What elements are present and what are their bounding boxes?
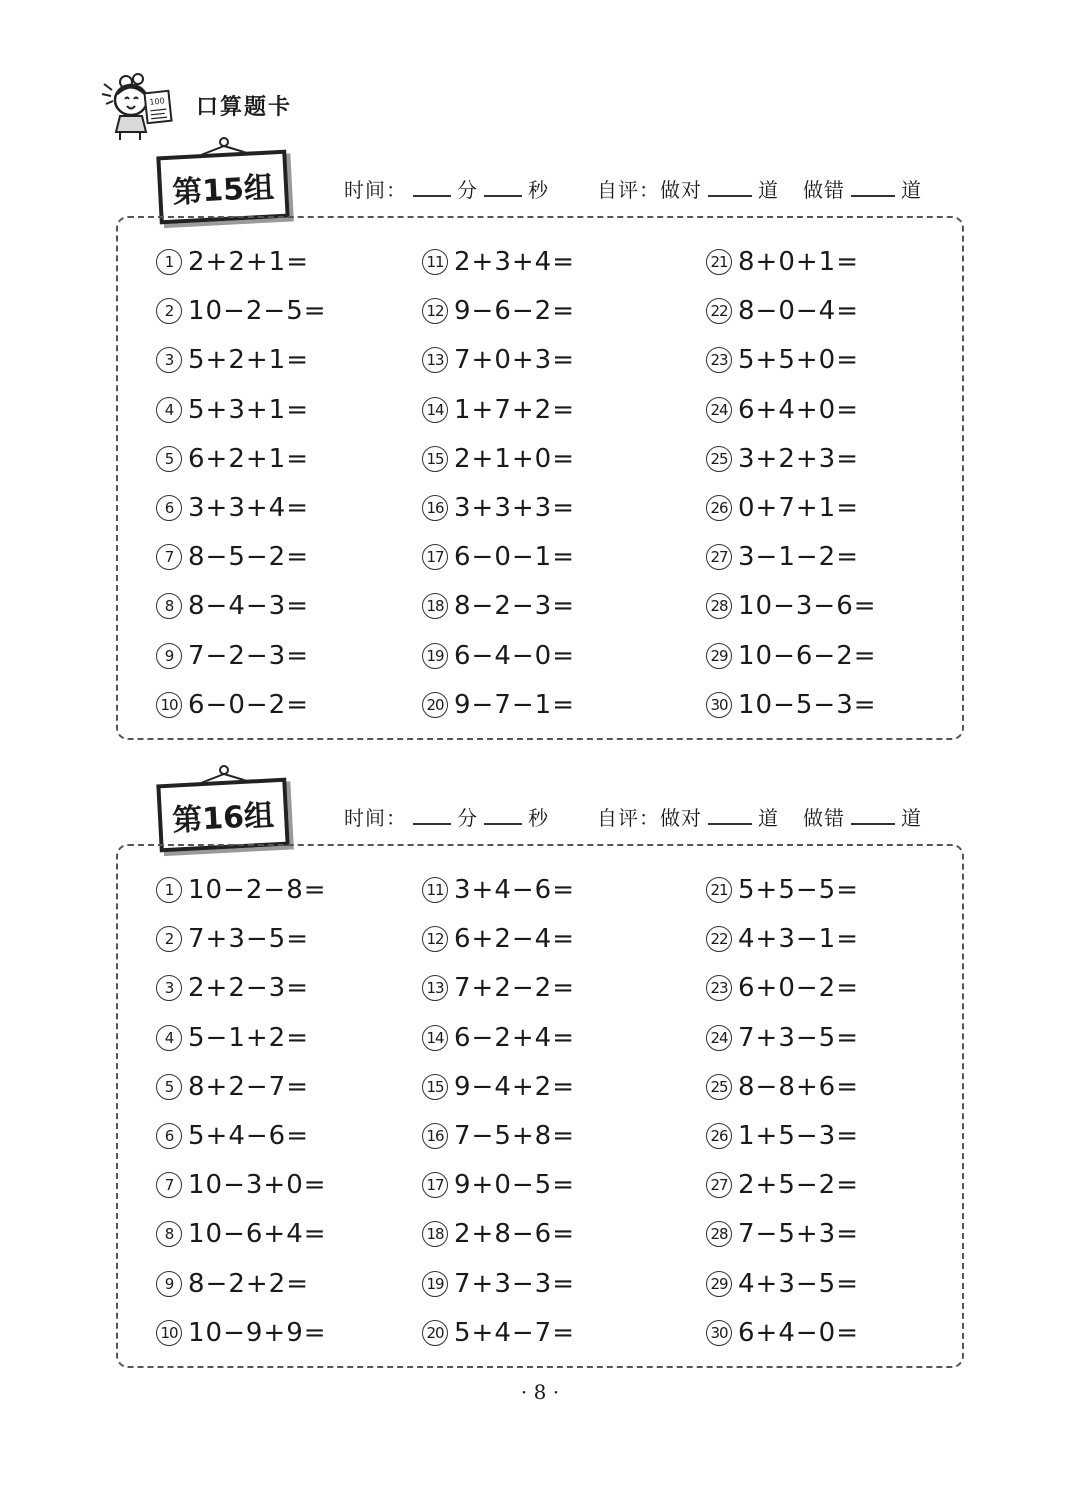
exercise-item <box>156 1267 309 1301</box>
exercise-expression: 3+4−6= <box>454 875 575 905</box>
exercise-number: 10 <box>156 1320 182 1346</box>
exercise-number: 7 <box>156 1172 182 1198</box>
correct-count-blank[interactable] <box>708 805 752 825</box>
exercise-expression: 10−3−6= <box>738 591 877 622</box>
exercise-item <box>156 442 309 476</box>
exercise-item <box>706 639 877 673</box>
exercise-item <box>422 873 575 907</box>
exercise-number: 17 <box>422 544 448 570</box>
exercise-number: 9 <box>156 643 182 669</box>
exercise-item <box>156 922 309 956</box>
exercise-expression: 1+5−3= <box>738 1121 859 1151</box>
exercise-number: 25 <box>706 1074 732 1100</box>
exercise-number: 3 <box>156 347 182 373</box>
exercise-number: 20 <box>422 1320 448 1346</box>
exercise-item <box>422 1168 575 1202</box>
exercise-number: 24 <box>706 397 732 423</box>
wrong-count-blank[interactable] <box>851 805 895 825</box>
exercise-number: 16 <box>422 495 448 521</box>
exercise-item <box>156 1070 309 1104</box>
exercise-item <box>706 1316 859 1350</box>
exercise-expression: 6+4−0= <box>738 1317 859 1348</box>
minutes-blank[interactable] <box>413 805 451 825</box>
exercise-item <box>156 1119 309 1153</box>
exercise-expression: 1+7+2= <box>454 394 575 425</box>
exercise-expression: 5+4−6= <box>188 1121 309 1151</box>
exercise-expression: 6−0−2= <box>188 689 309 720</box>
exercise-expression: 7−5+8= <box>454 1121 575 1151</box>
exercise-item <box>706 343 859 377</box>
exercise-expression: 10−2−8= <box>188 875 327 905</box>
exercise-expression: 5−1+2= <box>188 1022 309 1053</box>
minute-unit: 分 <box>457 806 478 830</box>
second-unit: 秒 <box>528 178 549 202</box>
group-title: 第15组 <box>171 170 275 211</box>
exercise-item <box>706 1217 859 1251</box>
exercise-expression: 2+2+1= <box>188 247 309 277</box>
exercise-expression: 8−0−4= <box>738 296 859 327</box>
exercise-number: 3 <box>156 975 182 1001</box>
exercise-number: 28 <box>706 593 732 619</box>
exercise-item <box>422 589 575 623</box>
exercise-expression: 2+2−3= <box>188 973 309 1004</box>
seconds-blank[interactable] <box>484 177 522 197</box>
exercise-number: 15 <box>422 1074 448 1100</box>
exercise-item <box>422 688 575 722</box>
exercise-number: 10 <box>156 692 182 718</box>
exercise-item <box>706 442 859 476</box>
exercise-expression: 5+5+0= <box>738 345 859 376</box>
exercise-number: 5 <box>156 1074 182 1100</box>
exercise-number: 20 <box>422 692 448 718</box>
exercise-expression: 7+3−3= <box>454 1268 575 1299</box>
wrong-label: 做错 <box>803 806 845 830</box>
exercise-number: 24 <box>706 1025 732 1051</box>
time-label: 时间： <box>344 178 407 202</box>
exercise-number: 27 <box>706 544 732 570</box>
exercise-number: 19 <box>422 1271 448 1297</box>
seconds-blank[interactable] <box>484 805 522 825</box>
exercise-item <box>422 442 575 476</box>
exercise-number: 22 <box>706 298 732 324</box>
exercise-number: 5 <box>156 446 182 472</box>
exercise-number: 27 <box>706 1172 732 1198</box>
exercise-expression: 6+2+1= <box>188 443 309 474</box>
wrong-label: 做错 <box>803 178 845 202</box>
exercise-item <box>156 1021 309 1055</box>
exercise-item <box>156 639 309 673</box>
exercise-expression: 5+4−7= <box>454 1317 575 1348</box>
wrong-unit: 道 <box>901 806 922 830</box>
exercise-number: 11 <box>422 249 448 275</box>
exercise-expression: 9−6−2= <box>454 296 575 327</box>
score-header <box>344 802 922 831</box>
exercise-number: 15 <box>422 446 448 472</box>
exercise-expression: 9−7−1= <box>454 689 575 720</box>
exercise-item <box>706 873 859 907</box>
correct-unit: 道 <box>758 806 779 830</box>
exercise-item <box>156 971 309 1005</box>
exercise-number: 29 <box>706 643 732 669</box>
group-title: 第16组 <box>171 798 275 839</box>
exercise-item <box>156 873 327 907</box>
exercise-expression: 8+0+1= <box>738 247 859 277</box>
exercise-item <box>706 245 859 279</box>
exercise-item <box>706 1021 859 1055</box>
exercise-number: 18 <box>422 1221 448 1247</box>
exercise-expression: 7+2−2= <box>454 973 575 1004</box>
exercise-expression: 8−5−2= <box>188 542 309 573</box>
exercise-expression: 7+3−5= <box>188 924 309 955</box>
time-label: 时间： <box>344 806 407 830</box>
exercise-item <box>156 1168 327 1202</box>
exercise-number: 8 <box>156 593 182 619</box>
exercise-item <box>422 491 575 525</box>
exercise-item <box>422 343 575 377</box>
exercise-item <box>422 1070 575 1104</box>
exercise-number: 30 <box>706 1320 732 1346</box>
second-unit: 秒 <box>528 806 549 830</box>
exercise-expression: 3+3+3= <box>454 493 575 523</box>
minutes-blank[interactable] <box>413 177 451 197</box>
page-number: · 8 · <box>520 1380 560 1404</box>
exercise-number: 29 <box>706 1271 732 1297</box>
exercise-expression: 7−5+3= <box>738 1219 859 1250</box>
exercise-item <box>156 1316 327 1350</box>
exercise-item <box>156 589 309 623</box>
exercise-number: 2 <box>156 298 182 324</box>
exercise-item <box>156 343 309 377</box>
exercise-expression: 2+1+0= <box>454 443 575 474</box>
exercise-number: 13 <box>422 347 448 373</box>
exercise-expression: 9+0−5= <box>454 1170 575 1201</box>
exercise-expression: 6−0−1= <box>454 542 575 573</box>
exercise-expression: 3+2+3= <box>738 443 859 474</box>
exercise-number: 2 <box>156 926 182 952</box>
exercise-number: 26 <box>706 1123 732 1149</box>
exercise-item <box>156 1217 327 1251</box>
exercise-item <box>156 294 327 328</box>
exercise-number: 22 <box>706 926 732 952</box>
exercise-expression: 5+3+1= <box>188 394 309 425</box>
exercise-item <box>706 922 859 956</box>
exercise-expression: 2+3+4= <box>454 247 575 277</box>
exercise-expression: 6+2−4= <box>454 924 575 955</box>
exercise-number: 1 <box>156 249 182 275</box>
exercise-item <box>706 1168 859 1202</box>
exercise-item <box>706 491 859 525</box>
exercise-number: 25 <box>706 446 732 472</box>
exercise-number: 13 <box>422 975 448 1001</box>
exercise-number: 16 <box>422 1123 448 1149</box>
exercise-number: 26 <box>706 495 732 521</box>
exercise-item <box>706 393 859 427</box>
exercise-item <box>422 1316 575 1350</box>
exercise-number: 8 <box>156 1221 182 1247</box>
exercise-expression: 2+8−6= <box>454 1219 575 1250</box>
exercise-number: 9 <box>156 1271 182 1297</box>
exercise-expression: 6−4−0= <box>454 640 575 671</box>
exercise-item <box>422 540 575 574</box>
mascot-sign-text: 100 <box>148 96 166 107</box>
exercise-item <box>422 639 575 673</box>
exercise-number: 4 <box>156 1025 182 1051</box>
exercise-item <box>422 922 575 956</box>
exercise-expression: 8−2+2= <box>188 1268 309 1299</box>
exercise-item <box>156 688 309 722</box>
wrong-count-blank[interactable] <box>851 177 895 197</box>
exercise-item <box>706 540 859 574</box>
exercise-item <box>156 245 309 279</box>
exercise-number: 11 <box>422 877 448 903</box>
exercise-expression: 10−9+9= <box>188 1317 327 1348</box>
self-eval-label: 自评：做对 <box>597 178 702 202</box>
exercise-number: 17 <box>422 1172 448 1198</box>
exercise-item <box>706 294 859 328</box>
score-header <box>344 174 922 203</box>
exercise-item <box>156 393 309 427</box>
exercise-number: 19 <box>422 643 448 669</box>
exercise-number: 6 <box>156 1123 182 1149</box>
exercise-expression: 7−2−3= <box>188 640 309 671</box>
exercise-expression: 4+3−1= <box>738 924 859 955</box>
exercise-number: 6 <box>156 495 182 521</box>
exercise-expression: 6+0−2= <box>738 973 859 1004</box>
exercise-expression: 0+7+1= <box>738 493 859 523</box>
exercise-expression: 10−6−2= <box>738 640 877 671</box>
exercise-number: 23 <box>706 347 732 373</box>
exercise-item <box>422 1217 575 1251</box>
exercise-item <box>706 589 877 623</box>
exercise-item <box>156 540 309 574</box>
book-title: 口算题卡 <box>196 95 293 120</box>
minute-unit: 分 <box>457 178 478 202</box>
exercise-item <box>422 1267 575 1301</box>
exercise-expression: 3+3+4= <box>188 493 309 523</box>
exercise-expression: 8+2−7= <box>188 1071 309 1102</box>
self-eval-label: 自评：做对 <box>597 806 702 830</box>
exercise-number: 7 <box>156 544 182 570</box>
exercise-number: 18 <box>422 593 448 619</box>
exercise-item <box>422 971 575 1005</box>
exercise-expression: 5+5−5= <box>738 875 859 905</box>
exercise-expression: 10−2−5= <box>188 296 327 327</box>
exercise-number: 30 <box>706 692 732 718</box>
exercise-number: 21 <box>706 877 732 903</box>
exercise-expression: 7+0+3= <box>454 345 575 376</box>
exercise-expression: 9−4+2= <box>454 1071 575 1102</box>
exercise-expression: 5+2+1= <box>188 345 309 376</box>
exercise-expression: 8−4−3= <box>188 591 309 622</box>
exercise-number: 23 <box>706 975 732 1001</box>
correct-count-blank[interactable] <box>708 177 752 197</box>
exercise-number: 12 <box>422 298 448 324</box>
exercise-item <box>706 688 877 722</box>
exercise-expression: 10−5−3= <box>738 689 877 720</box>
exercise-item <box>422 393 575 427</box>
exercise-item <box>422 1119 575 1153</box>
exercise-item <box>422 294 575 328</box>
exercise-expression: 6−2+4= <box>454 1022 575 1053</box>
exercise-item <box>706 1267 859 1301</box>
exercise-number: 1 <box>156 877 182 903</box>
wrong-unit: 道 <box>901 178 922 202</box>
exercise-number: 4 <box>156 397 182 423</box>
exercise-number: 12 <box>422 926 448 952</box>
exercise-expression: 7+3−5= <box>738 1022 859 1053</box>
exercise-number: 21 <box>706 249 732 275</box>
exercise-item <box>422 245 575 279</box>
exercise-item <box>706 1119 859 1153</box>
exercise-expression: 10−3+0= <box>188 1170 327 1201</box>
correct-unit: 道 <box>758 178 779 202</box>
exercise-expression: 8−2−3= <box>454 591 575 622</box>
exercise-expression: 4+3−5= <box>738 1268 859 1299</box>
exercise-item <box>706 971 859 1005</box>
exercise-item <box>422 1021 575 1055</box>
mascot-illustration <box>98 70 176 142</box>
exercise-item <box>156 491 309 525</box>
exercise-item <box>706 1070 859 1104</box>
exercise-number: 14 <box>422 397 448 423</box>
exercise-expression: 3−1−2= <box>738 542 859 573</box>
exercise-expression: 2+5−2= <box>738 1170 859 1201</box>
exercise-number: 28 <box>706 1221 732 1247</box>
exercise-expression: 10−6+4= <box>188 1219 327 1250</box>
exercise-expression: 8−8+6= <box>738 1071 859 1102</box>
exercise-number: 14 <box>422 1025 448 1051</box>
exercise-expression: 6+4+0= <box>738 394 859 425</box>
